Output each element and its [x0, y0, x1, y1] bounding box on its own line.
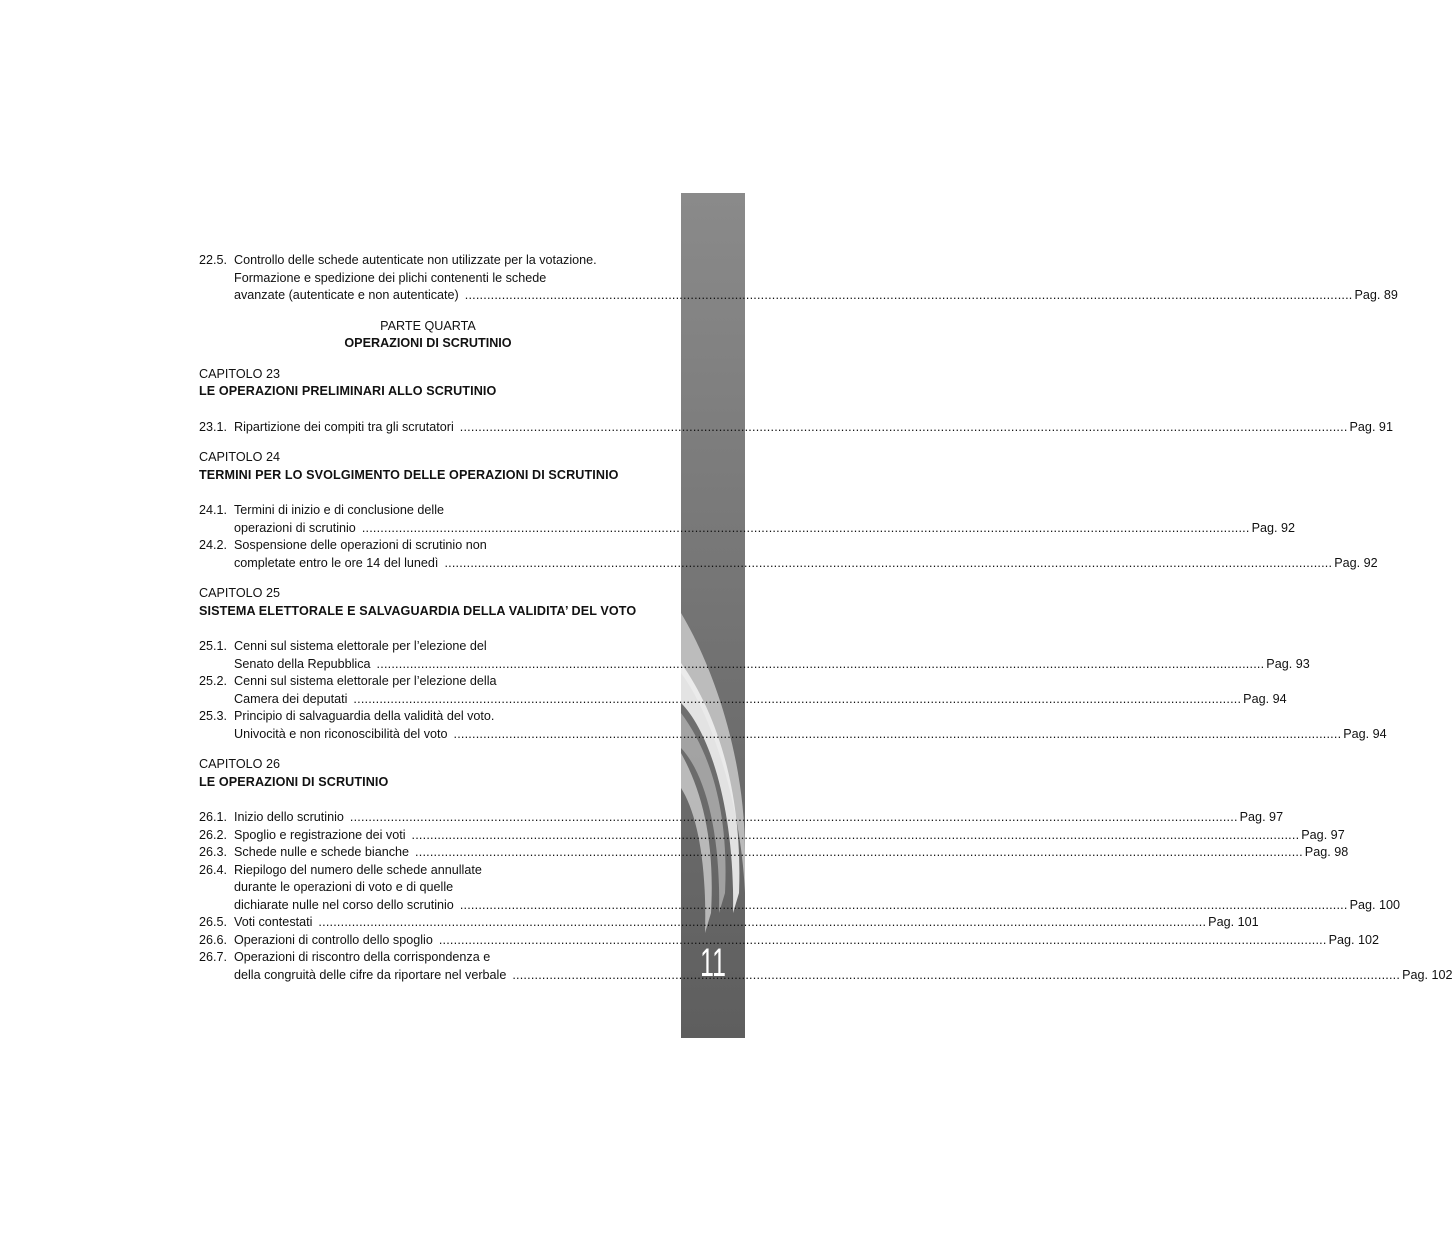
dot-leader	[465, 287, 1353, 305]
dot-leader	[412, 827, 1300, 845]
entry-page: Pag. 102	[1402, 967, 1453, 982]
entry-number: 25.2.	[199, 674, 228, 688]
chapter-title: TERMINI PER LO SVOLGIMENTO DELLE OPERAZIONI DI SCRUTINIO	[199, 467, 619, 482]
chapter-title: LE OPERAZIONI DI SCRUTINIO	[199, 774, 389, 789]
entry-number: 22.5.	[199, 253, 228, 267]
entry-title: Schede nulle e schede bianche	[234, 845, 410, 859]
toc-entry-line	[199, 656, 1310, 674]
entry-number: 24.2.	[199, 538, 228, 552]
toc-entry-line	[199, 708, 657, 726]
entry-title: operazioni di scrutinio	[234, 520, 356, 535]
toc-section	[199, 449, 1378, 572]
toc-entry-line	[199, 897, 1400, 915]
entry-page: Pag. 94	[1243, 691, 1287, 706]
toc-section	[199, 318, 657, 353]
entry-page: Pag. 94	[1343, 726, 1387, 741]
toc-entry	[199, 419, 1393, 437]
entry-page: Pag. 93	[1266, 656, 1310, 671]
dot-leader	[444, 555, 1332, 573]
chapter-label: CAPITOLO 26	[199, 757, 280, 771]
entry-title: durante le operazioni di voto e di quelle	[234, 880, 454, 894]
entry-number: 26.4.	[199, 862, 228, 877]
chapter-entries	[199, 502, 1378, 572]
toc-section	[199, 366, 1393, 437]
toc-section	[199, 252, 1398, 305]
toc-section	[199, 585, 1387, 743]
toc-entry	[199, 502, 1295, 537]
toc-entry-line	[199, 673, 657, 691]
entry-title: Operazioni di riscontro della corrispondenza e	[234, 950, 491, 964]
toc-entry-line	[199, 726, 1387, 744]
entry-number: 26.6.	[199, 932, 228, 947]
entry-title: Termini di inizio e di conclusione delle	[234, 503, 445, 517]
entry-number: 26.5.	[199, 915, 228, 929]
chapter-label: CAPITOLO 24	[199, 450, 280, 464]
dot-leader	[460, 897, 1348, 915]
dot-leader	[512, 967, 1400, 985]
chapter-entries	[199, 638, 1387, 743]
toc-entry-line	[199, 638, 657, 656]
toc-entry	[199, 708, 1387, 743]
dot-leader	[350, 809, 1238, 827]
entry-title: avanzate (autenticate e non autenticate)	[234, 288, 459, 302]
entry-title: Inizio dello scrutinio	[234, 810, 344, 824]
toc-entry-line	[199, 691, 1287, 709]
entry-page: Pag. 102	[1328, 932, 1379, 947]
toc-entry-line	[199, 932, 1379, 950]
entry-page: Pag. 101	[1208, 915, 1259, 929]
chapter-label: CAPITOLO 23	[199, 366, 280, 381]
entry-number: 25.3.	[199, 709, 228, 723]
toc-entry-line	[199, 949, 657, 967]
chapter-title: LE OPERAZIONI PRELIMINARI ALLO SCRUTINIO	[199, 384, 497, 398]
toc-entry	[199, 932, 1379, 950]
entry-title: Principio di salvaguardia della validità del voto.	[234, 709, 495, 723]
entry-page: Pag. 92	[1251, 520, 1295, 535]
entry-title: Riepilogo del numero delle schede annullate	[234, 862, 482, 877]
entry-number: 26.3.	[199, 845, 228, 859]
toc-entry	[199, 844, 1349, 862]
entry-title: Sospensione delle operazioni di scrutinio non	[234, 538, 487, 552]
page-number: 11	[700, 941, 726, 985]
entry-title: Ripartizione dei compiti tra gli scrutatori	[234, 419, 454, 434]
tab-label-text: INDICE	[705, 1055, 721, 1103]
toc-entry-line	[199, 879, 657, 897]
toc-entry-line	[199, 287, 1398, 305]
entry-page: Pag. 100	[1349, 897, 1400, 912]
entry-title: Univocità e non riconoscibilità del voto	[234, 726, 448, 741]
entry-title: Spoglio e registrazione dei voti	[234, 827, 406, 842]
entry-number: 25.1.	[199, 639, 228, 653]
toc-entry	[199, 252, 1398, 305]
entry-page: Pag. 98	[1304, 845, 1349, 859]
toc-entry-line	[199, 537, 657, 555]
entry-page: Pag. 91	[1349, 419, 1393, 434]
entry-title: Formazione e spedizione dei plichi contenenti le schede	[234, 270, 547, 285]
entry-page: Pag. 89	[1354, 288, 1398, 302]
entry-title: completate entro le ore 14 del lunedì	[234, 555, 439, 570]
toc-entry-line	[199, 555, 1378, 573]
chapter-label: CAPITOLO 25	[199, 586, 280, 600]
dot-leader	[460, 419, 1348, 437]
entry-title: Voti contestati	[234, 915, 313, 929]
entry-page: Pag. 92	[1334, 555, 1378, 570]
entry-number: 23.1.	[199, 419, 228, 434]
dot-leader	[318, 914, 1206, 932]
entry-title: Operazioni di controllo dello spoglio	[234, 932, 433, 947]
toc-entry-line	[199, 914, 1259, 932]
toc-entry-line	[199, 967, 1453, 985]
entry-page: Pag. 97	[1239, 810, 1284, 824]
toc-entry	[199, 914, 1259, 932]
entry-title: Cenni sul sistema elettorale per l’elezione della	[234, 674, 497, 688]
tab-label	[681, 1055, 745, 1103]
entry-title: Senato della Repubblica	[234, 656, 371, 671]
entry-title: della congruità delle cifre da riportare nel verbale	[234, 967, 507, 982]
toc-entry-line	[199, 862, 657, 880]
toc-entry	[199, 537, 1378, 572]
entry-number: 26.2.	[199, 827, 228, 842]
dot-leader	[377, 656, 1265, 674]
chapter-title: SISTEMA ELETTORALE E SALVAGUARDIA DELLA VALIDITA’ DEL VOTO	[199, 603, 637, 618]
entry-number: 26.7.	[199, 950, 228, 964]
toc-entry	[199, 638, 1310, 673]
entry-number: 24.1.	[199, 503, 228, 517]
toc-entry	[199, 809, 1284, 827]
dot-leader	[353, 691, 1241, 709]
toc-entry	[199, 827, 1345, 845]
toc-entry-line	[199, 520, 1295, 538]
toc-entry	[199, 673, 1287, 708]
dot-leader	[439, 932, 1327, 950]
toc-entry-line	[199, 252, 657, 270]
entry-title: Cenni sul sistema elettorale per l’elezione del	[234, 639, 487, 653]
entry-number: 26.1.	[199, 810, 228, 824]
dot-leader	[362, 520, 1250, 538]
toc-entry-line	[199, 844, 1349, 862]
toc-entry-line	[199, 827, 1345, 845]
dot-leader	[415, 844, 1303, 862]
part-label: PARTE QUARTA	[380, 318, 476, 333]
dot-leader	[454, 726, 1342, 744]
part-title: OPERAZIONI DI SCRUTINIO	[344, 336, 512, 350]
toc-entry	[199, 862, 1400, 915]
toc-entry-line	[199, 502, 657, 520]
entry-title: Camera dei deputati	[234, 691, 348, 706]
entry-title: dichiarate nulle nel corso dello scrutinio	[234, 897, 454, 912]
toc-entry-line	[199, 270, 657, 288]
toc-entry-line	[199, 419, 1393, 437]
toc-entry-line	[199, 809, 1284, 827]
entry-title: Controllo delle schede autenticate non utilizzate per la votazione.	[234, 253, 597, 267]
chapter-entries	[199, 419, 1393, 437]
entry-page: Pag. 97	[1301, 827, 1345, 842]
